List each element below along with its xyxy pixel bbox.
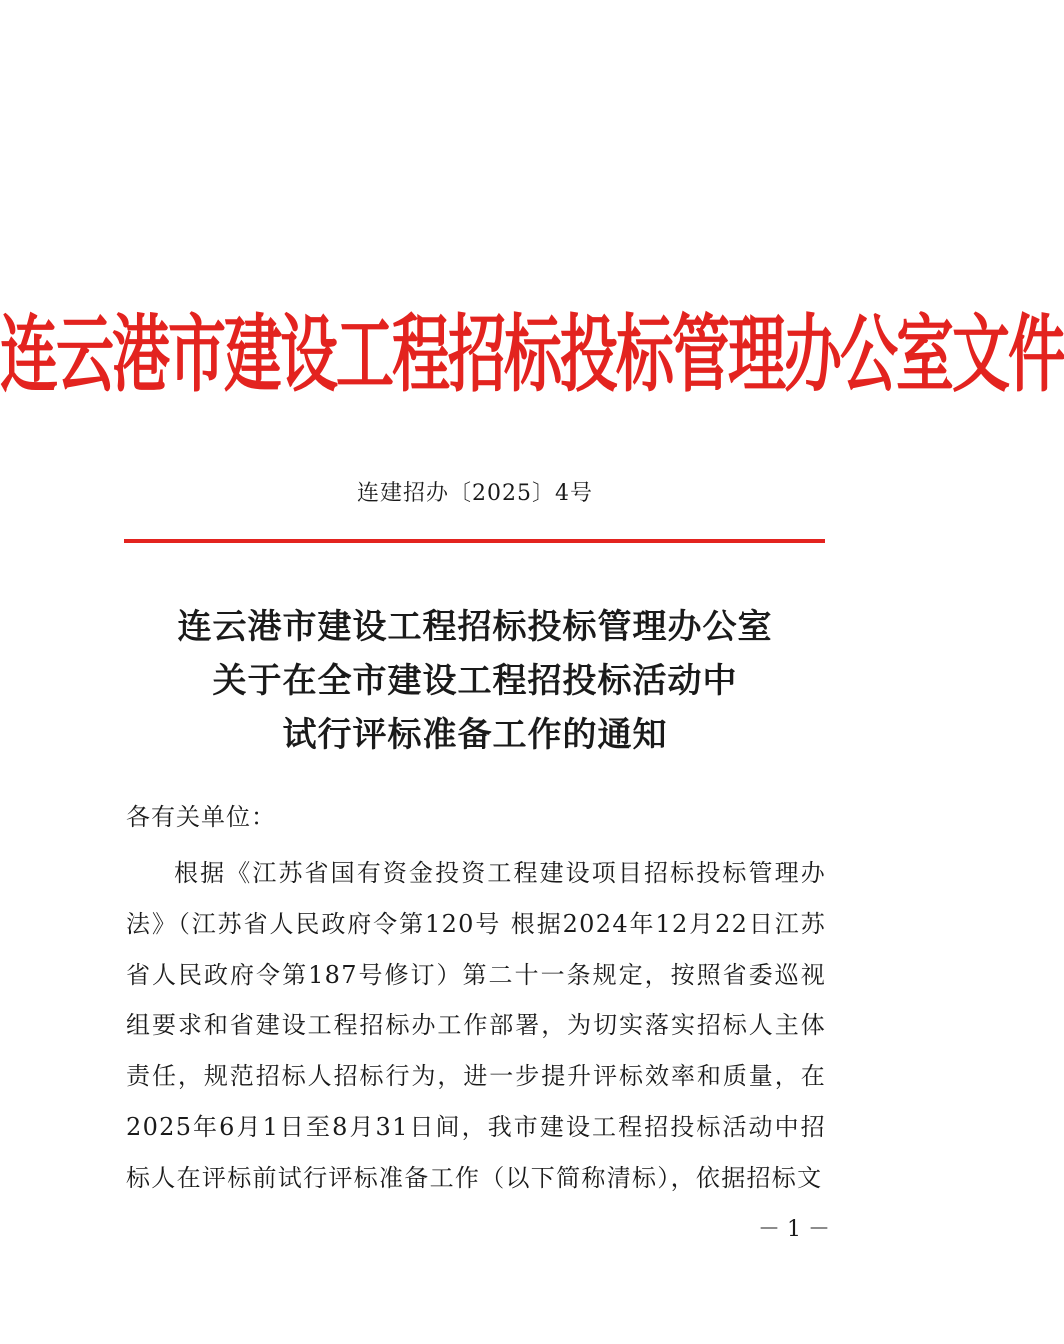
body-paragraph: 根据《江苏省国有资金投资工程建设项目招标投标管理办法》（江苏省人民政府令第120号 根据2024年12月22日江苏省人民政府令第187号修订）第二十一条规定，按照省委巡视组要求和省建设工程招标办工作部署，为切实落实招标人主体责任，规范招标人招标行为，进一步提升评标效率和质量，在2025年6月1日至8月31日间，我市建设工程招投标活动中招标人在评标前试行评标准备工作（以下简称清标），依据招标文 [126,859,826,1192]
page-number: － 1 － [758,1217,830,1242]
masthead-title: 连云港市建设工程招标投标管理办公室文件 [0,305,1064,404]
title-line-3: 试行评标准备工作的通知 [282,715,668,755]
salutation: 各有关单位： [126,803,276,831]
notice-title [0,600,950,762]
red-divider-line [124,539,825,543]
title-line-1: 连云港市建设工程招标投标管理办公室 [177,607,773,647]
title-line-2: 关于在全市建设工程招投标活动中 [212,661,738,701]
document-number: 连建招办〔2025〕4号 [357,481,593,506]
